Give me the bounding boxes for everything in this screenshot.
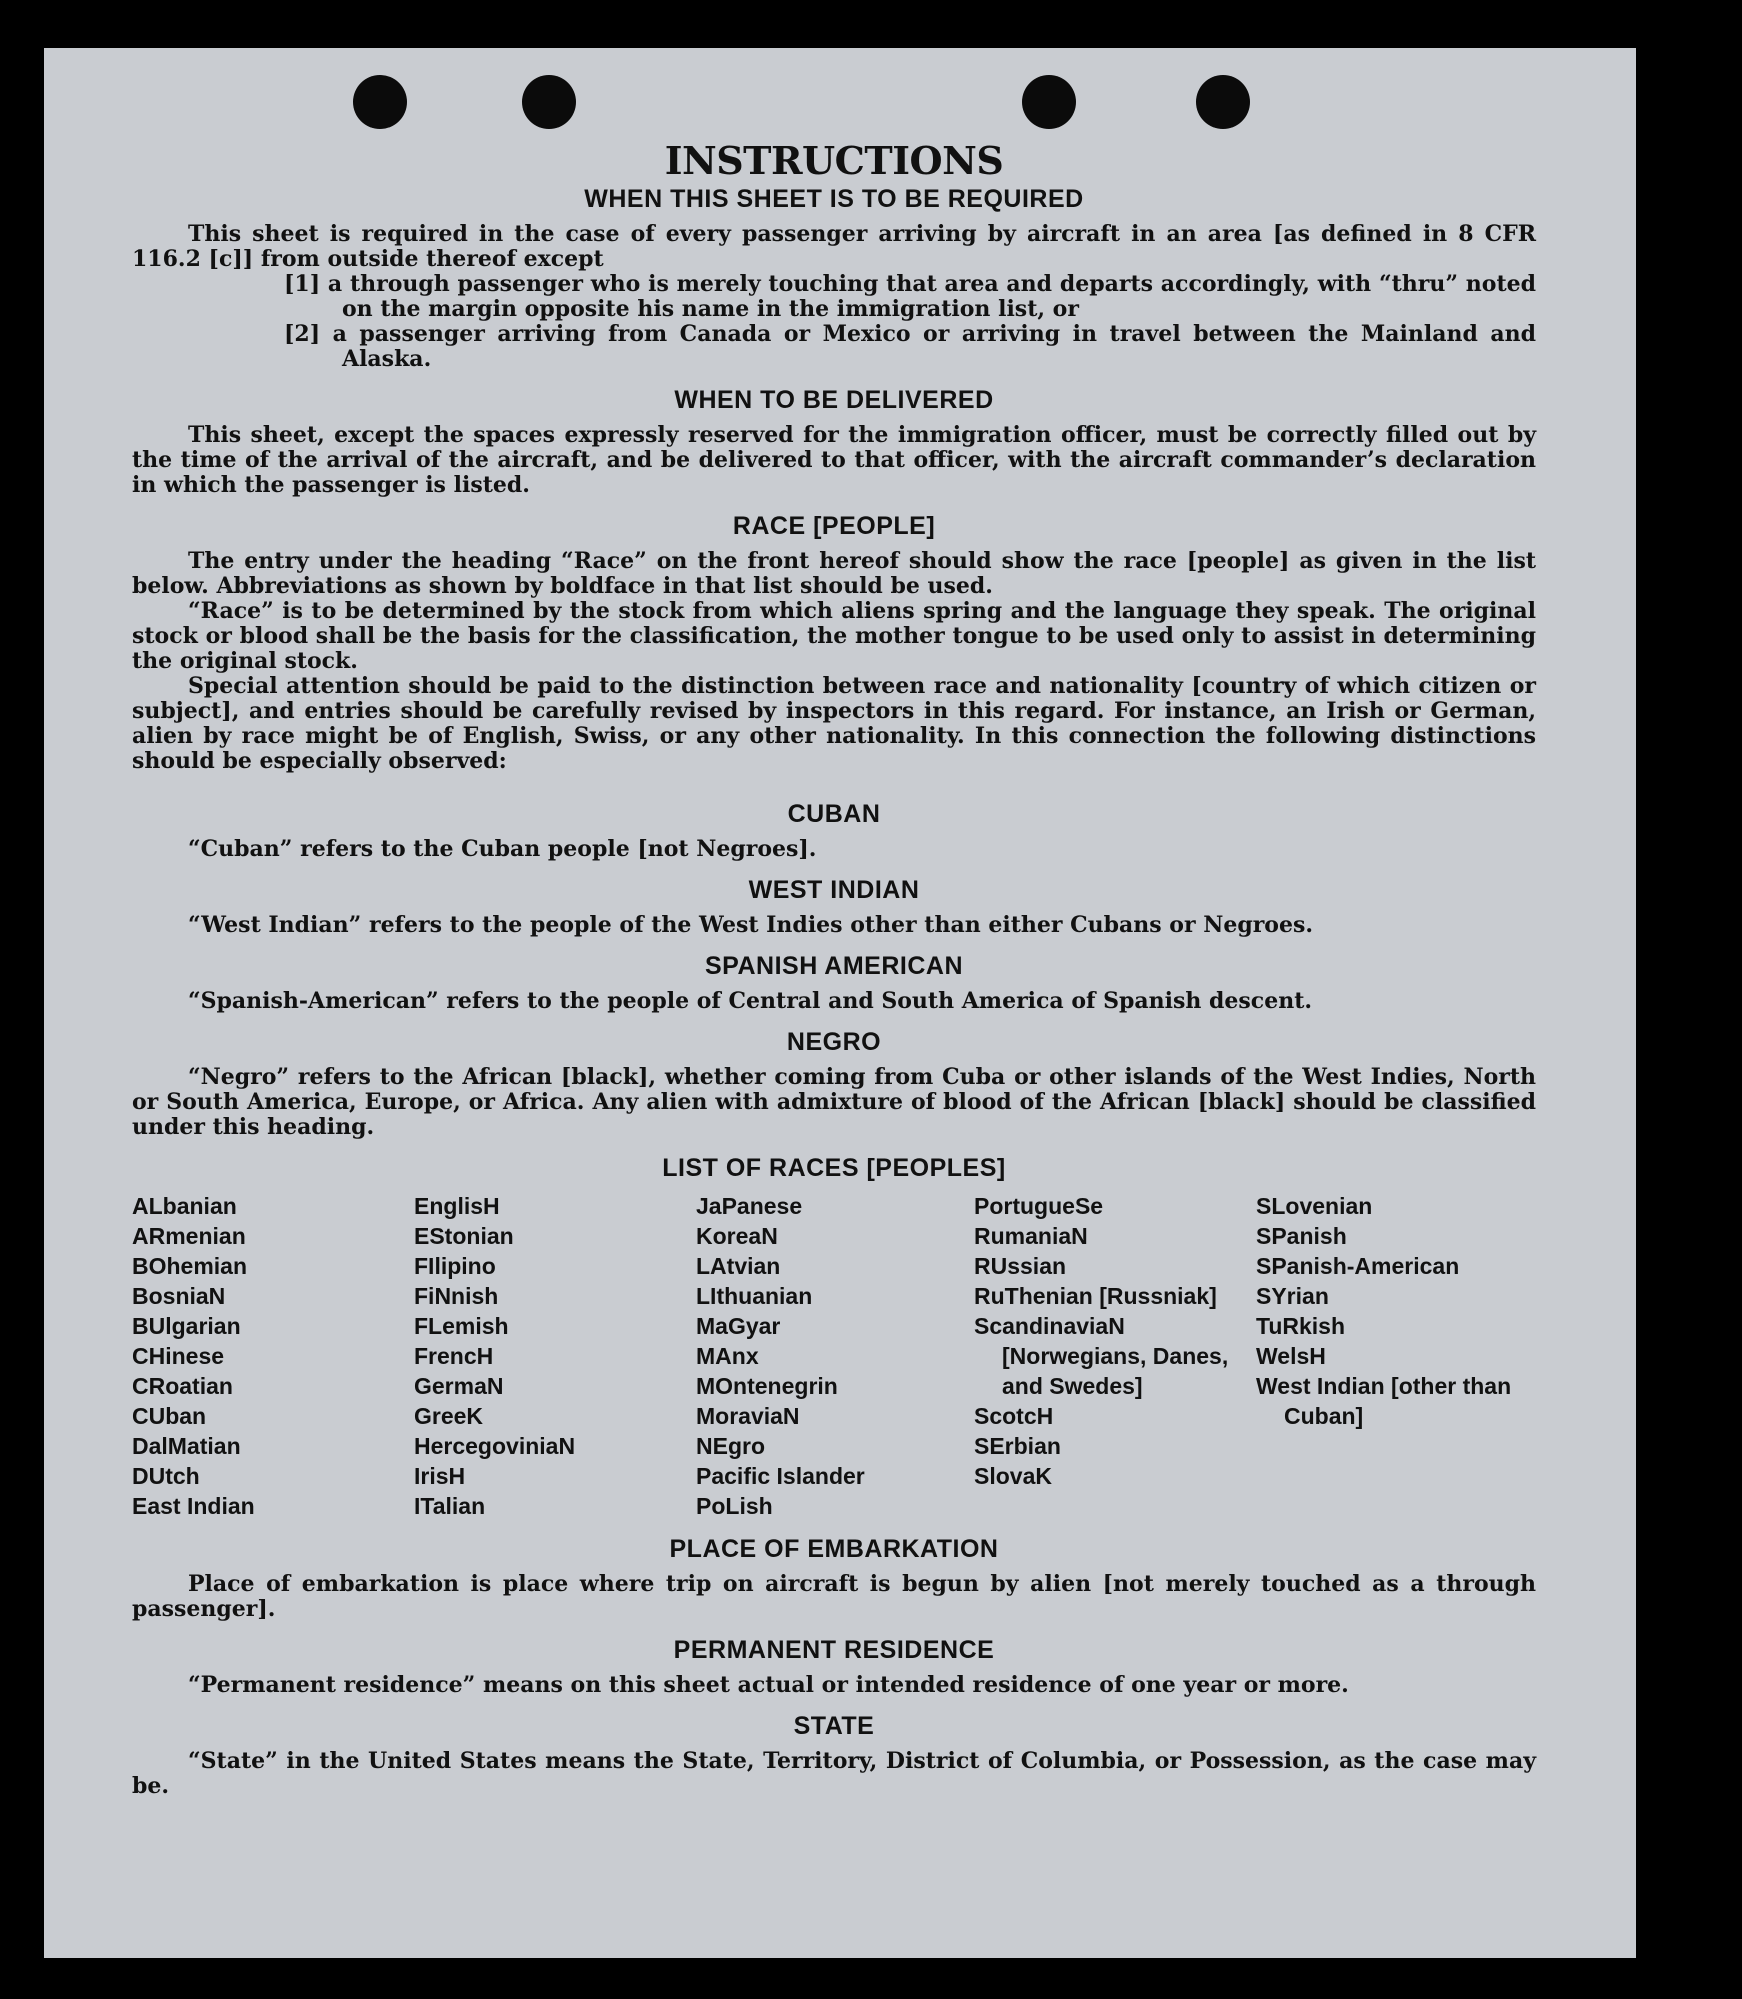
race-entry: ScotcH [974, 1403, 1054, 1429]
state-text: “State” in the United States means the State, Territory, District of Columbia, or Possession, as the case may be. [132, 1748, 1536, 1799]
race-entry: FIlipino [414, 1253, 496, 1279]
required-intro: This sheet is required in the case of every passenger arriving by aircraft in an area [as defined in 8 CFR 116.2 [c]] from outside thereof except [132, 221, 1536, 272]
section-heading-residence: PERMANENT RESIDENCE [673, 1636, 995, 1664]
races-column-1 [132, 1191, 414, 1521]
required-item-2: [2] a passenger arriving from Canada or Mexico or arriving in travel between the Mainland and Alaska. [284, 321, 1536, 372]
race-entry: FLemish [414, 1313, 509, 1339]
races-list [132, 1191, 1536, 1521]
delivered-text: This sheet, except the spaces expressly reserved for the immigration officer, must be correctly filled out by the time of the arrival of the aircraft, and be delivered to that officer, with the aircraft commander’s declaration in which the passenger is listed. [132, 422, 1536, 498]
section-heading-spanish-american: SPANISH AMERICAN [704, 952, 963, 980]
race-entry: EStonian [414, 1223, 514, 1249]
race-entry: MoraviaN [696, 1403, 800, 1429]
race-entry: SLovenian [1256, 1193, 1373, 1219]
race-paragraph-2: “Race” is to be determined by the stock from which aliens spring and the language they speak. The original stock or blood shall be the basis for the classification, the mother tongue to be used only to assist in determining the original stock. [132, 598, 1536, 674]
race-entry: SPanish-American [1256, 1253, 1460, 1279]
race-entry: Pacific Islander [696, 1463, 865, 1489]
embarkation-text: Place of embarkation is place where trip on aircraft is begun by alien [not merely touched as a through passenger]. [132, 1571, 1536, 1622]
race-entry: ALbanian [132, 1193, 237, 1219]
race-entry: FiNnish [414, 1283, 499, 1309]
race-paragraph-1: The entry under the heading “Race” on the front hereof should show the race [people] as given in the list below. Abbreviations as shown by boldface in that list should be used. [132, 548, 1536, 599]
race-entry: ITalian [414, 1493, 486, 1519]
race-entry: CUban [132, 1403, 207, 1429]
race-entry: SErbian [974, 1433, 1061, 1459]
race-entry: FrencH [414, 1343, 494, 1369]
cuban-text: “Cuban” refers to the Cuban people [not Negroes]. [188, 836, 817, 862]
race-entry: PortugueSe [974, 1193, 1104, 1219]
race-entry: EnglisH [414, 1193, 500, 1219]
race-entry: CRoatian [132, 1373, 233, 1399]
race-entry: LIthuanian [696, 1283, 813, 1309]
punch-hole [1196, 75, 1250, 129]
race-entry: LAtvian [696, 1253, 781, 1279]
document-sheet [44, 48, 1636, 1958]
section-heading-list-of-races: LIST OF RACES [PEOPLES] [662, 1154, 1006, 1182]
section-heading-required: WHEN THIS SHEET IS TO BE REQUIRED [584, 185, 1084, 213]
page-title: INSTRUCTIONS [664, 138, 1004, 183]
race-entry: BOhemian [132, 1253, 248, 1279]
race-entry: DalMatian [132, 1433, 241, 1459]
race-entry: SYrian [1256, 1283, 1329, 1309]
race-entry: SPanish [1256, 1223, 1347, 1249]
section-heading-west-indian: WEST INDIAN [748, 876, 920, 904]
race-entry: MOntenegrin [696, 1373, 838, 1399]
race-entry: GreeK [414, 1403, 484, 1429]
race-entry: RuThenian [Russniak] [974, 1283, 1217, 1309]
race-entry: WelsH [1256, 1343, 1326, 1369]
section-heading-delivered: WHEN TO BE DELIVERED [674, 386, 994, 414]
race-entry: RumaniaN [974, 1223, 1088, 1249]
section-heading-race: RACE [PEOPLE] [732, 512, 936, 540]
race-entry: DUtch [132, 1463, 200, 1489]
race-entry: TuRkish [1256, 1313, 1346, 1339]
races-column-3 [696, 1191, 974, 1521]
races-column-4 [974, 1191, 1256, 1521]
race-entry: MAnx [696, 1343, 759, 1369]
race-entry: East Indian [132, 1493, 255, 1519]
race-entry: NEgro [696, 1433, 765, 1459]
west-indian-text: “West Indian” refers to the people of the West Indies other than either Cubans or Negroes. [188, 912, 1314, 938]
race-entry: IrisH [414, 1463, 466, 1489]
race-entry: HercegoviniaN [414, 1433, 576, 1459]
required-item-1: [1] a through passenger who is merely touching that area and departs accordingly, with “thru” noted on the margin opposite his name in the immigration list, or [284, 271, 1536, 322]
race-entry: GermaN [414, 1373, 504, 1399]
race-entry: RUssian [974, 1253, 1067, 1279]
section-heading-cuban: CUBAN [787, 800, 881, 828]
punch-hole [522, 75, 576, 129]
race-entry: SlovaK [974, 1463, 1052, 1489]
race-paragraph-3: Special attention should be paid to the distinction between race and nationality [country of which citizen or subject], and entries should be carefully revised by inspectors in this regard. For instance, an Irish or German, alien by race might be of English, Swiss, or any other nationality. In this connection the following distinctions should be especially observed: [132, 673, 1536, 774]
race-entry: BosniaN [132, 1283, 226, 1309]
section-heading-embarkation: PLACE OF EMBARKATION [669, 1535, 999, 1563]
race-entry: BUlgarian [132, 1313, 241, 1339]
instructions-content [132, 138, 1536, 1799]
punch-hole [1022, 75, 1076, 129]
race-entry: West Indian [other than Cuban] [1256, 1373, 1512, 1429]
residence-text: “Permanent residence” means on this sheet actual or intended residence of one year or more. [188, 1672, 1349, 1698]
race-entry: ScandinaviaN [Norwegians, Danes, and Swedes] [974, 1313, 1229, 1399]
race-entry: PoLish [696, 1493, 773, 1519]
race-entry: JaPanese [696, 1193, 803, 1219]
negro-text: “Negro” refers to the African [black], whether coming from Cuba or other islands of the West Indies, North or South America, Europe, or Africa. Any alien with admixture of blood of the African [black] should be classified under this heading. [132, 1064, 1536, 1140]
races-column-2 [414, 1191, 696, 1521]
section-heading-state: STATE [793, 1712, 875, 1740]
race-entry: CHinese [132, 1343, 225, 1369]
section-heading-negro: NEGRO [786, 1028, 882, 1056]
races-column-5 [1256, 1191, 1536, 1521]
race-entry: MaGyar [696, 1313, 781, 1339]
punch-hole [353, 75, 407, 129]
race-entry: KoreaN [696, 1223, 778, 1249]
race-entry: ARmenian [132, 1223, 246, 1249]
spanish-american-text: “Spanish-American” refers to the people of Central and South America of Spanish descent. [188, 988, 1313, 1014]
